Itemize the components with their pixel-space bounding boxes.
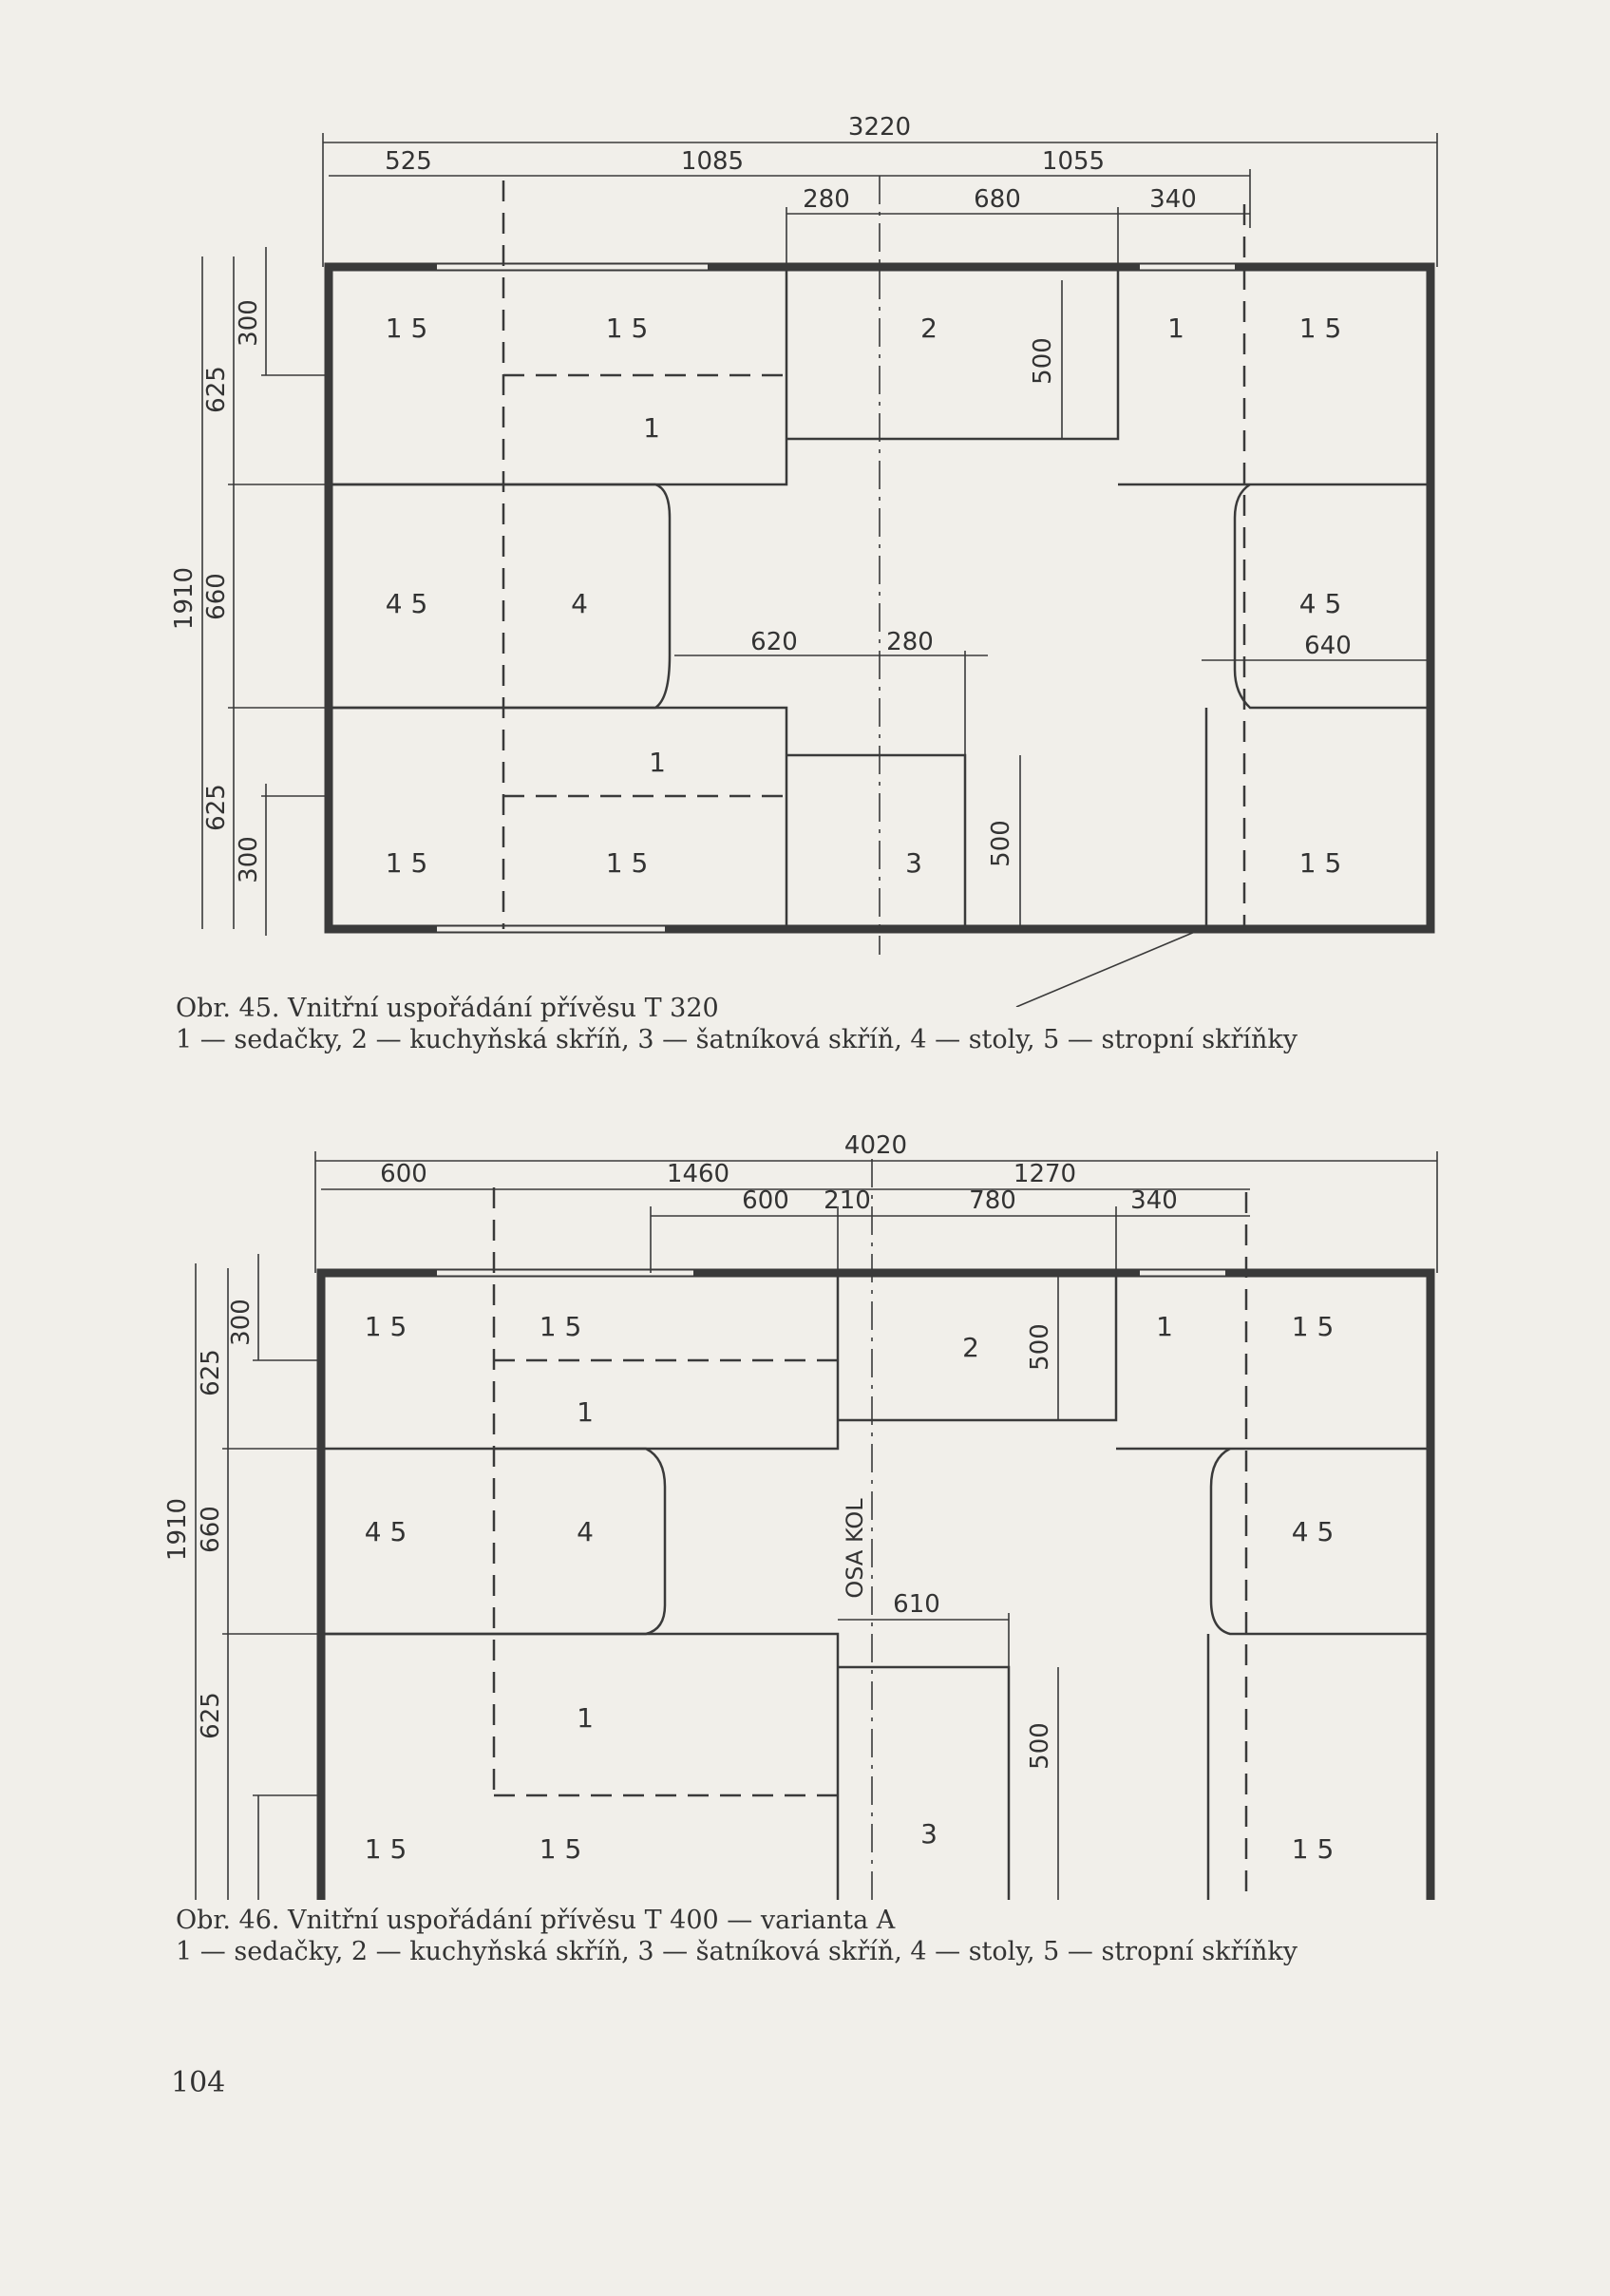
label-table-l: 4 5 xyxy=(385,588,428,619)
figure-45 xyxy=(0,0,1610,1007)
label-table-r: 4 5 xyxy=(1298,588,1342,619)
dim-seg-left: 525 xyxy=(385,147,432,176)
dim-seg-mid: 1460 xyxy=(666,1160,730,1188)
dim-sub-c: 780 xyxy=(969,1186,1016,1215)
label-wardrobe: 3 xyxy=(920,1818,938,1850)
label-table-c: 4 xyxy=(571,588,588,619)
dim-sub-b: 210 xyxy=(824,1186,871,1215)
dim-sub-a: 600 xyxy=(742,1186,789,1215)
label-upper-seat: 1 xyxy=(577,1396,594,1428)
caption-legend: 1 — sedačky, 2 — kuchyňská skříň, 3 — šatníková skříň, 4 — stoly, 5 — stropní skříňky xyxy=(176,1937,1297,1966)
dim-lower-shelf: 300 xyxy=(235,836,263,883)
caption-title: Obr. 46. Vnitřní uspořádání přívěsu T 400 — varianta A xyxy=(176,1906,896,1935)
label-br: 1 5 xyxy=(1298,847,1342,879)
label-bl-a: 1 5 xyxy=(364,1833,407,1865)
dim-sub-a: 280 xyxy=(803,185,850,214)
label-upper-seat: 1 xyxy=(643,412,660,444)
dim-upper-band: 625 xyxy=(202,366,231,413)
dim-total: 3220 xyxy=(847,113,912,142)
label-tl-a: 1 5 xyxy=(364,1311,407,1342)
dim-kitchen-depth: 500 xyxy=(1026,1323,1054,1371)
label-tr-a: 1 xyxy=(1167,313,1184,344)
dim-lower-band: 625 xyxy=(197,1692,225,1739)
dim-right-table: 640 xyxy=(1304,632,1352,660)
label-bl-b: 1 5 xyxy=(605,847,649,879)
dim-sub-d: 340 xyxy=(1130,1186,1178,1215)
figure-46 xyxy=(0,1111,1610,1900)
label-table-c: 4 xyxy=(577,1516,594,1547)
dim-wardrobe-depth: 500 xyxy=(1026,1722,1054,1770)
dim-lower-band: 625 xyxy=(202,784,231,831)
label-lower-seat: 1 xyxy=(577,1702,594,1734)
label-lower-seat: 1 xyxy=(649,747,666,778)
label-tr-a: 1 xyxy=(1156,1311,1173,1342)
kitchen-outline xyxy=(786,267,1118,439)
dim-sub-b: 680 xyxy=(974,185,1021,214)
label-tl-a: 1 5 xyxy=(385,313,428,344)
caption-title: Obr. 45. Vnitřní uspořádání přívěsu T 320 xyxy=(176,994,719,1023)
label-tr-b: 1 5 xyxy=(1291,1311,1335,1342)
dim-seg-left: 600 xyxy=(380,1160,427,1188)
dim-total-width: 1910 xyxy=(163,1497,192,1562)
dim-sub-c: 340 xyxy=(1149,185,1197,214)
floor-plan-t400 xyxy=(0,1111,1610,1900)
floor-plan-t320 xyxy=(0,0,1610,1007)
wardrobe-outline xyxy=(838,1667,1009,1900)
dim-upper-shelf: 300 xyxy=(235,299,263,347)
dim-kitchen-depth: 500 xyxy=(1029,337,1057,385)
dim-total: 4020 xyxy=(843,1131,908,1160)
label-br: 1 5 xyxy=(1291,1833,1335,1865)
label-bl-b: 1 5 xyxy=(539,1833,582,1865)
dim-table: 620 xyxy=(750,628,798,656)
dim-wardrobe-width: 610 xyxy=(893,1590,940,1619)
dim-wardrobe-depth: 500 xyxy=(987,820,1015,867)
caption-legend: 1 — sedačky, 2 — kuchyňská skříň, 3 — šatníková skříň, 4 — stoly, 5 — stropní skříňky xyxy=(176,1025,1297,1054)
dim-seg-right: 1055 xyxy=(1041,147,1106,176)
dim-seg-mid: 1085 xyxy=(680,147,745,176)
axle-label: OSA KOL xyxy=(842,1498,868,1599)
lower-seat-outline xyxy=(329,708,786,929)
caption-figure-46 xyxy=(176,1905,1548,1967)
table-left-outline xyxy=(329,484,670,708)
dim-mid-band: 660 xyxy=(202,573,231,620)
label-wardrobe: 3 xyxy=(905,847,922,879)
label-table-l: 4 5 xyxy=(364,1516,407,1547)
dim-upper-shelf: 300 xyxy=(227,1299,256,1346)
caption-figure-45 xyxy=(176,993,1548,1055)
label-kitchen: 2 xyxy=(962,1332,979,1363)
label-bl-a: 1 5 xyxy=(385,847,428,879)
label-tl-b: 1 5 xyxy=(539,1311,582,1342)
wardrobe-outline xyxy=(786,755,965,929)
dim-seg-right: 1270 xyxy=(1013,1160,1077,1188)
dim-upper-band: 625 xyxy=(197,1349,225,1396)
dim-mid-band: 660 xyxy=(197,1506,225,1553)
dim-total-width: 1910 xyxy=(170,566,199,631)
outer-wall xyxy=(321,1273,1430,1900)
dim-aisle: 280 xyxy=(886,628,934,656)
label-table-r: 4 5 xyxy=(1291,1516,1335,1547)
label-tr-b: 1 5 xyxy=(1298,313,1342,344)
label-tl-b: 1 5 xyxy=(605,313,649,344)
label-kitchen: 2 xyxy=(920,313,938,344)
page-number: 104 xyxy=(171,2066,226,2099)
